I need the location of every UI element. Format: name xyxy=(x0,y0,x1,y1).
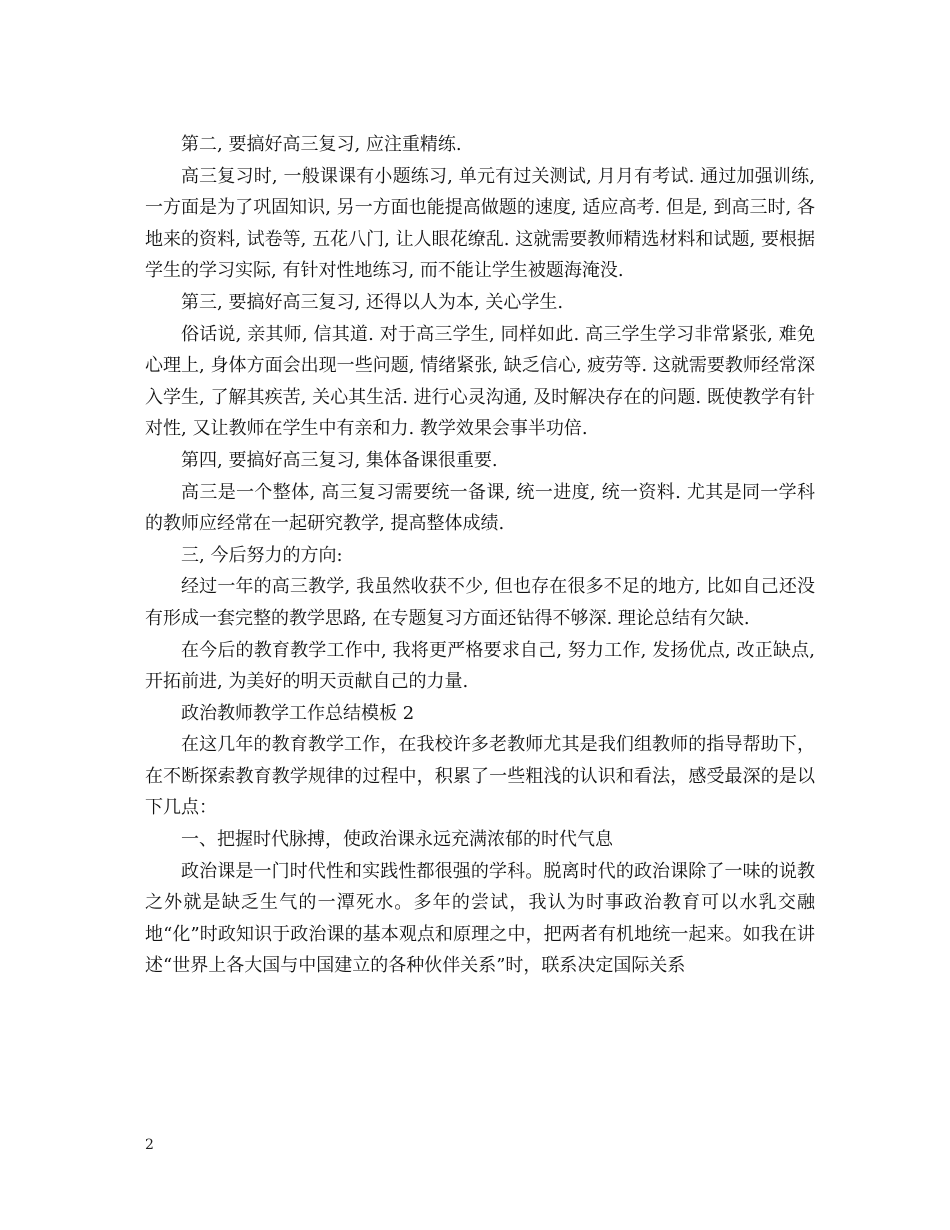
paragraph: 第四, 要搞好高三复习, 集体备课很重要. xyxy=(181,449,498,471)
page-number: 2 xyxy=(145,1137,154,1153)
section-heading: 一、把握时代脉搏，使政治课永远充满浓郁的时代气息 xyxy=(181,829,613,851)
paragraph: 俗话说, 亲其师, 信其道. 对于高三学生, 同样如此. 高三学生学习非常紧张, 难免心理上, 身体方面会出现一些问题, 情绪紧张, 缺乏信心, 疲劳等. 这就需要教师经常深入学生, 了解其疾苦, 关心其生活. 进行心灵沟通, 及时解决存在的问题. 既使教学有针对性, 又让教师在学生中有亲和力. 教学效果会事半功倍. xyxy=(145,323,815,440)
paragraph: 高三复习时, 一般课课有小题练习, 单元有过关测试, 月月有考试. 通过加强训练, 一方面是为了巩固知识, 另一方面也能提高做题的速度, 适应高考. 但是, 到高三时, 各地来的资料, 试卷等, 五花八门, 让人眼花缭乱. 这就需要教师精选材料和试题, 要根据学生的学习实际, 有针对性地练习, 而不能让学生被题海淹没. xyxy=(145,165,815,282)
paragraph: 第三, 要搞好高三复习, 还得以人为本, 关心学生. xyxy=(181,291,564,313)
section-heading: 三, 今后努力的方向: xyxy=(181,544,343,566)
paragraph: 高三是一个整体, 高三复习需要统一备课, 统一进度, 统一资料. 尤其是同一学科的教师应经常在一起研究教学, 提高整体成绩. xyxy=(145,481,815,535)
paragraph: 在这几年的教育教学工作，在我校许多老教师尤其是我们组教师的指导帮助下，在不断探索教育教学规律的过程中，积累了一些粗浅的认识和看法，感受最深的是以下几点： xyxy=(145,734,815,819)
paragraph: 经过一年的高三教学, 我虽然收获不少, 但也存在很多不足的地方, 比如自己还没有形成一套完整的教学思路, 在专题复习方面还钻得不够深. 理论总结有欠缺. xyxy=(145,576,815,629)
paragraph: 政治课是一门时代性和实践性都很强的学科。脱离时代的政治课除了一味的说教之外就是缺乏生气的一潭死水。多年的尝试，我认为时事政治教育可以水乳交融地“化”时政知识于政治课的基本观点和原理之中，把两者有机地统一起来。如我在讲述“世界上各大国与中国建立的各种伙伴关系”时，联系决定国际关系 xyxy=(145,860,815,977)
paragraph: 在今后的教育教学工作中, 我将更严格要求自己, 努力工作, 发扬优点, 改正缺点, 开拓前进, 为美好的明天贡献自己的力量. xyxy=(145,639,815,693)
document-body xyxy=(145,129,815,982)
paragraph: 第二, 要搞好高三复习, 应注重精练. xyxy=(181,134,462,155)
document-subtitle: 政治教师教学工作总结模板 2 xyxy=(181,702,415,724)
